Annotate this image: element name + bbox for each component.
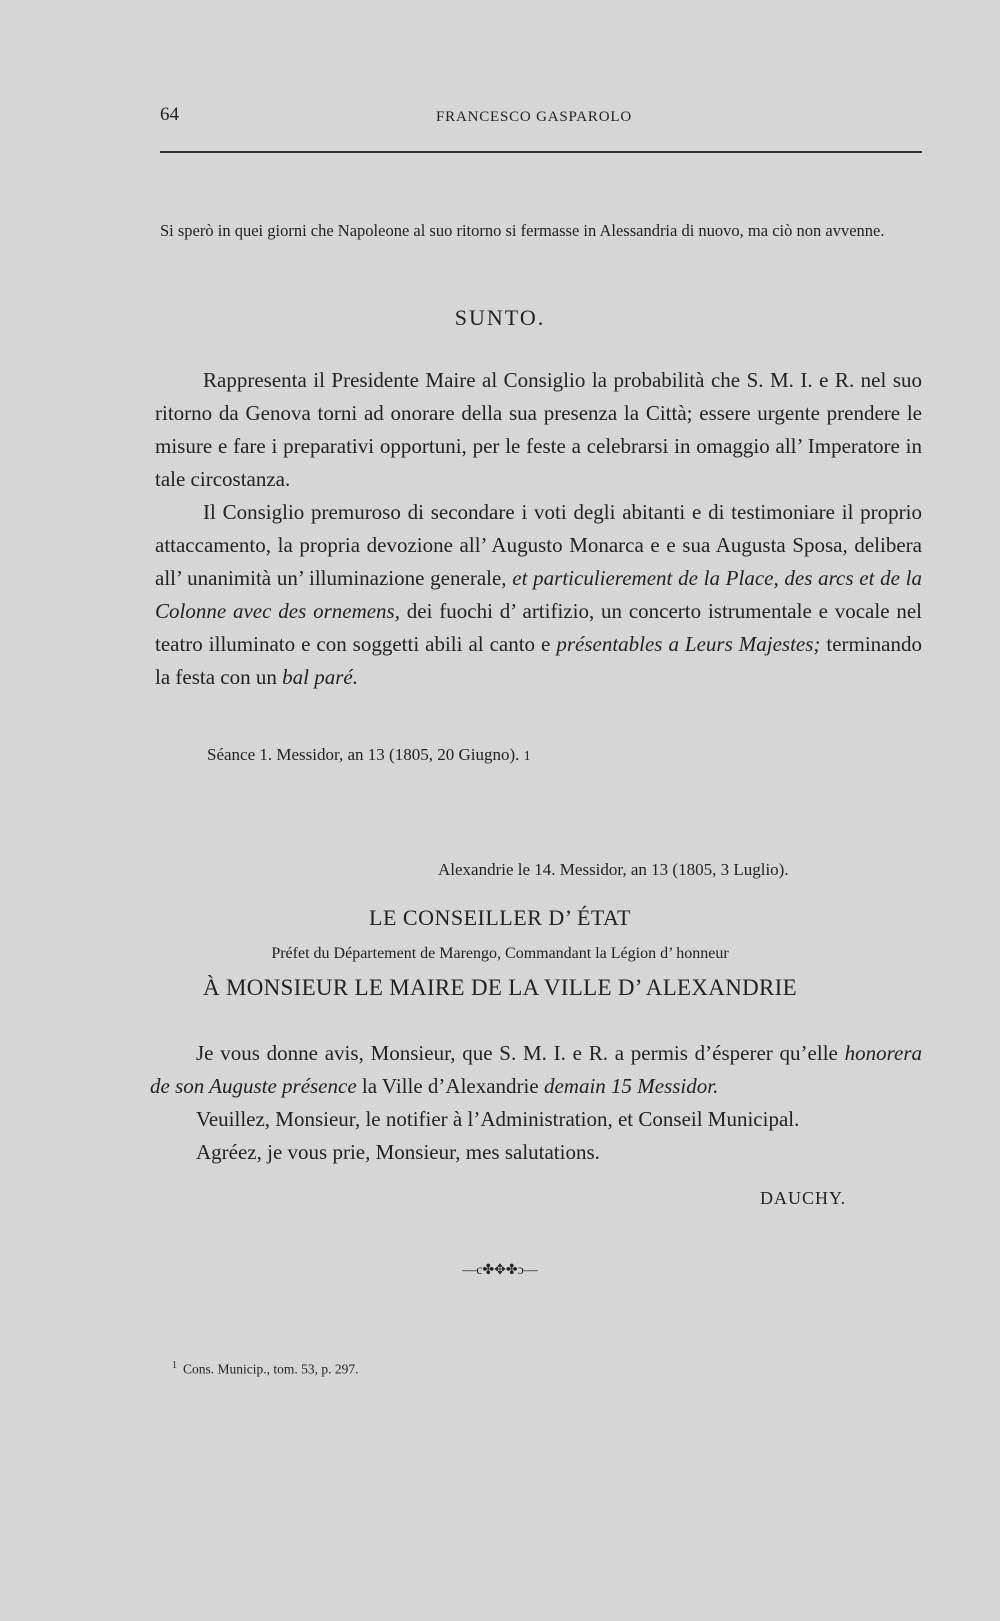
ornament-divider: —c✤✥✤ɔ—: [462, 1263, 538, 1278]
footnote-ref: 1: [523, 749, 531, 764]
seance-text: Séance 1. Messidor, an 13 (1805, 20 Giugno).: [207, 745, 520, 764]
addressee: À MONSIEUR LE MAIRE DE LA VILLE D’ ALEXANDRIE: [203, 975, 797, 1000]
letter-paragraph-1: [150, 1037, 922, 1103]
footnote-marker: 1: [172, 1360, 177, 1371]
letter-paragraph-2: Veuillez, Monsieur, le notifier à l’Administration, et Conseil Municipal.: [196, 1107, 800, 1131]
footnote: [172, 1360, 359, 1378]
letter-body: [150, 1037, 922, 1169]
letter-line1-italic: honorera de son Auguste présence: [150, 1041, 922, 1098]
paragraph-2-part-b: dei fuochi d’ artifizio, un concerto istrumentale e vocale nel teatro illuminato e con soggetti abili al canto e: [155, 599, 922, 656]
paragraph-1: Rappresenta il Presidente Maire al Consiglio la probabilità che S. M. I. e R. nel suo ritorno da Genova torni ad onorare della sua presenza la Città; essere urgente prendere le misure e fare i preparativi opportuni, per le feste a celebrarsi in omaggio all’ Imperatore in tale circostanza.: [155, 368, 922, 491]
header-rule: [160, 151, 922, 153]
letter-paragraph-3: Agréez, je vous prie, Monsieur, mes salutations.: [196, 1140, 600, 1164]
paragraph-2: [155, 496, 922, 694]
sunto-heading: SUNTO.: [454, 305, 546, 330]
intro-note: Si sperò in quei giorni che Napoleone al suo ritorno si fermasse in Alessandria di nuovo, ma ciò non avvenne.: [160, 221, 885, 240]
running-title: FRANCESCO GASPAROLO: [436, 109, 632, 125]
paragraph-2-part-a: Il Consiglio premuroso di secondare i voti degli abitanti e di testimoniare il proprio attaccamento, la propria devozione all’ Augusto Monarca e e sua Augusta Sposa, delibera all’ unanimità un’ illuminazione generale,: [155, 500, 922, 590]
seance-line: [207, 745, 531, 765]
paragraph-2-part-c: terminando la festa con un: [155, 632, 923, 689]
paragraph-2-italic-b: présentables a Leurs Majestes;: [556, 632, 821, 656]
page-number: 64: [160, 104, 179, 125]
sender-subtitle: Préfet du Département de Marengo, Commandant la Légion d’ honneur: [271, 945, 729, 962]
signature: DAUCHY.: [760, 1188, 847, 1208]
letter-dateline: Alexandrie le 14. Messidor, an 13 (1805, 3 Luglio).: [438, 860, 789, 879]
footnote-text: Cons. Municip., tom. 53, p. 297.: [183, 1361, 359, 1377]
letter-line1-b: la Ville d’Alexandrie: [356, 1074, 544, 1098]
letter-line1-a: Je vous donne avis, Monsieur, que S. M. I. e R. a permis d’ésperer qu’elle: [196, 1041, 845, 1065]
paragraph-2-italic-a: et particulierement de la Place, des arcs et de la Colonne avec des ornemens,: [155, 566, 923, 623]
paragraph-2-italic-c: bal paré.: [282, 665, 358, 689]
sender-title: LE CONSEILLER D’ ÉTAT: [369, 905, 631, 930]
letter-line1-italic2: demain 15 Messidor.: [543, 1074, 719, 1098]
